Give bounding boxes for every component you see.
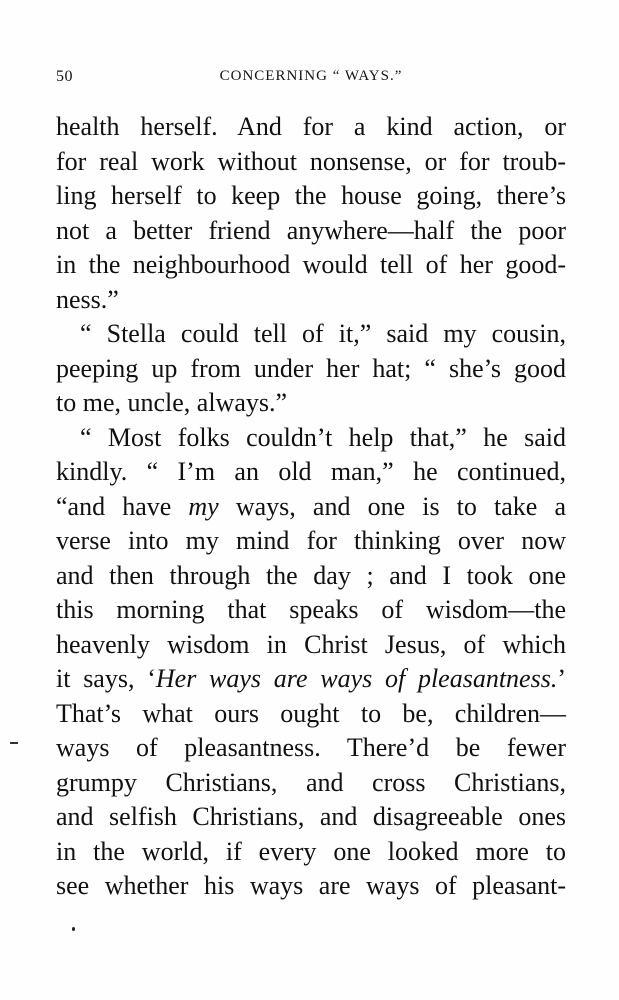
text-line: ness.” [56, 284, 119, 314]
text-segment: it says, ‘ [56, 664, 156, 693]
text-line-with-italic [56, 490, 566, 525]
text-line: peeping up from under her hat; “ she’s good [56, 353, 566, 383]
text-line: ling herself to keep the house going, there’s [56, 181, 566, 210]
text-segment: “and have [56, 491, 189, 521]
italic-text: my [188, 491, 219, 521]
text-line: in the neighbourhood would tell of her good- [56, 250, 566, 279]
text-line: heavenly wisdom in Christ Jesus, of which [56, 629, 566, 659]
print-speck [72, 927, 75, 931]
text-line: “ Stella could tell of it,” said my cousin, [80, 319, 566, 348]
page-header [56, 68, 566, 92]
text-line: for real work without nonsense, or for troub- [56, 146, 566, 176]
text-line: and then through the day ; and I took one [56, 560, 566, 590]
text-line: to me, uncle, always.” [56, 388, 288, 417]
text-line: not a better friend anywhere—half the poor [56, 215, 566, 245]
italic-quote: Her ways are ways of pleasantness. [155, 664, 558, 693]
running-head: CONCERNING “ WAYS.” [219, 68, 403, 84]
body-text [56, 110, 566, 904]
margin-dash-mark [10, 742, 18, 744]
text-line: health herself. And for a kind action, or [56, 112, 566, 141]
text-line: grumpy Christians, and cross Christians, [56, 767, 566, 797]
text-line: in the world, if every one looked more to [56, 836, 566, 866]
text-line: That’s what ours ought to be, children— [56, 698, 566, 728]
text-line: kindly. “ I’m an old man,” he continued, [56, 457, 566, 486]
page-number: 50 [56, 68, 73, 85]
text-line-with-italic [56, 662, 566, 697]
text-line: “ Most folks couldn’t help that,” he said [80, 422, 566, 452]
text-line: see whether his ways are ways of pleasant- [56, 871, 566, 900]
text-line: ways of pleasantness. There’d be fewer [56, 733, 566, 762]
text-line: and selfish Christians, and disagreeable ones [56, 802, 566, 831]
text-segment: ways, and one is to take a [218, 491, 566, 521]
text-line: verse into my mind for thinking over now [56, 526, 566, 555]
text-line: this morning that speaks of wisdom—the [56, 595, 566, 624]
text-segment: ’ [557, 664, 566, 693]
